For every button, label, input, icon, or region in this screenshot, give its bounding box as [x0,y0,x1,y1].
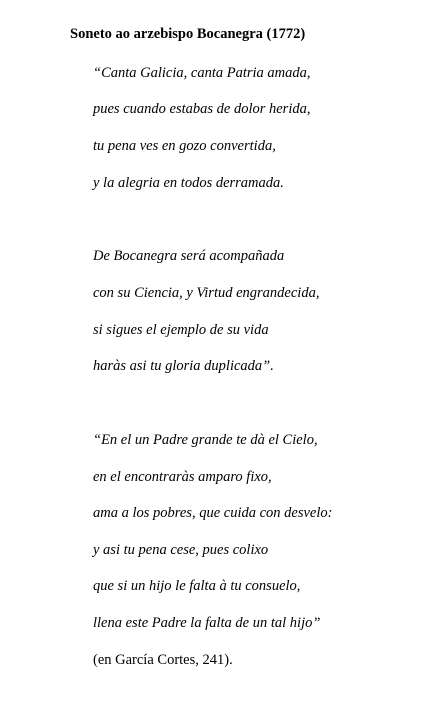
verse-line: De Bocanegra será acompañada [93,248,285,264]
citation: (en García Cortes, 241). [93,652,233,668]
verse-line: tu pena ves en gozo convertida, [93,138,276,154]
verse-line: con su Ciencia, y Virtud engrandecida, [93,285,320,301]
verse-line: y asi tu pena cese, pues colixo [93,542,269,558]
verse-line: “En el un Padre grande te dà el Cielo, [93,432,318,448]
verse-line: en el encontraràs amparo fixo, [93,469,272,485]
verse-line: llena este Padre la falta de un tal hijo” [93,615,321,631]
verse-line: que si un hijo le falta à tu consuelo, [93,578,301,594]
verse-line: si sigues el ejemplo de su vida [93,322,269,338]
verse-line: pues cuando estabas de dolor herida, [93,101,311,117]
verse-line: haràs asi tu gloria duplicada”. [93,358,274,374]
verse-line: ama a los pobres, que cuida con desvelo: [93,505,333,521]
verse-line: y la alegria en todos derramada. [93,175,284,191]
verse-line: “Canta Galicia, canta Patria amada, [93,65,311,81]
poem-title: Soneto ao arzebispo Bocanegra (1772) [70,26,306,42]
